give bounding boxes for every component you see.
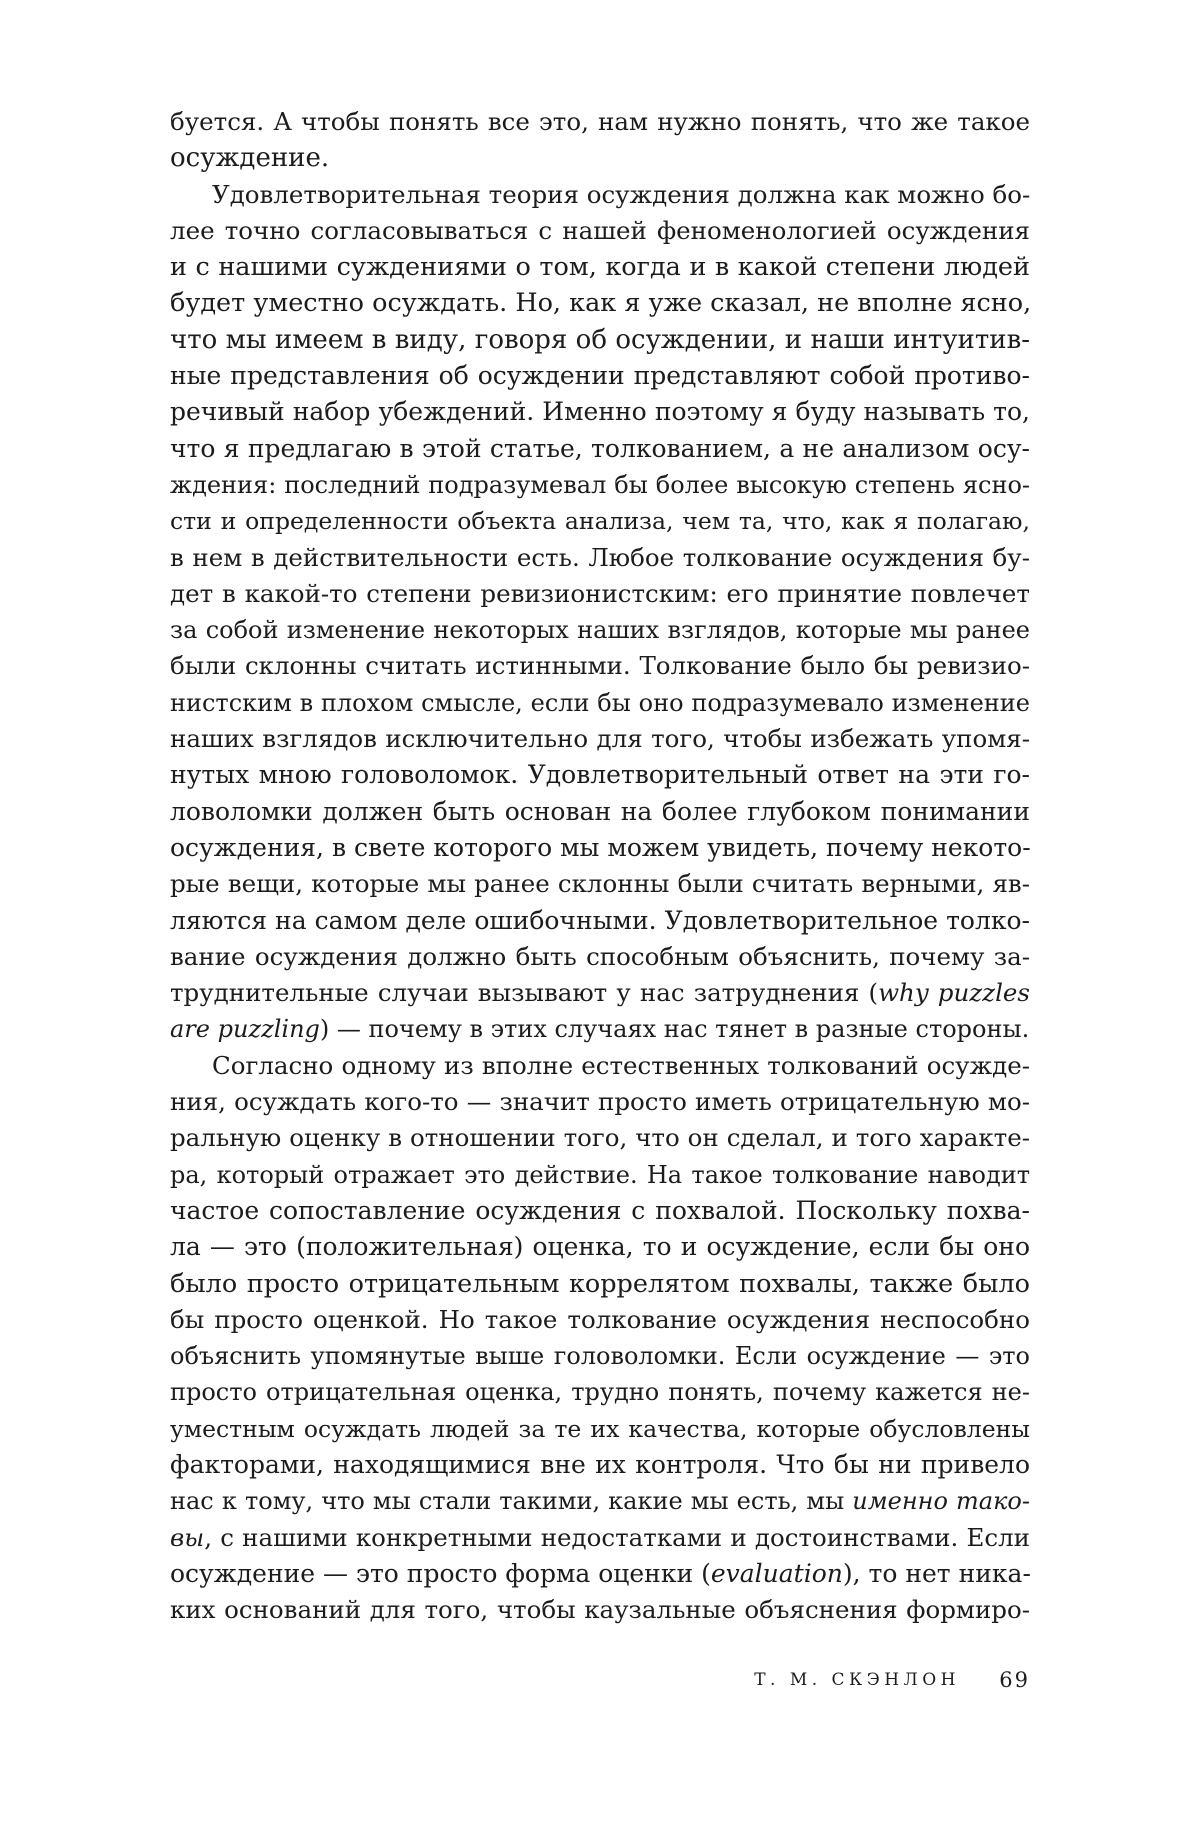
text-line: рые вещи, которые мы ранее склонны были считать верными, яв- xyxy=(170,869,1030,899)
text-line: Удовлетворительная теория осуждения должна как можно бо- xyxy=(212,179,1031,209)
text-line: факторами, находящимися вне их контроля. Что бы ни привело xyxy=(170,1449,1030,1479)
text-line: вание осуждения должно быть способным объяснить, почему за- xyxy=(170,941,1030,971)
page-footer xyxy=(170,1660,1030,1700)
text-line: ляются на самом деле ошибочными. Удовлетворительное толко- xyxy=(170,905,1030,935)
text-line: нистским в плохом смысле, если бы оно подразумевало изменение xyxy=(170,688,1030,717)
text-line: ла — это (положительная) оценка, то и осуждение, если бы оно xyxy=(170,1232,1030,1262)
text-line: ные представления об осуждении представляют собой противо- xyxy=(170,361,1030,391)
text-line: объяснить упомянутые выше головоломки. Если осуждение — это xyxy=(170,1342,1030,1371)
text-line: речивый набор убеждений. Именно поэтому я буду называть то, xyxy=(170,397,1030,427)
text-line: что мы имеем в виду, говоря об осуждении, и наши интуитив- xyxy=(170,324,1030,355)
text-line: Согласно одному из вполне естественных толкований осужде- xyxy=(212,1050,1030,1080)
text-line: уместным осуждать людей за те их качества, которые обусловлены xyxy=(170,1414,1030,1443)
text-line: и с нашими суждениями о том, когда и в какой степени людей xyxy=(170,252,1030,283)
text-line: ния, осуждать кого-то — значит просто иметь отрицательную мо- xyxy=(170,1087,1030,1117)
text-line: осуждения, в свете которого мы можем увидеть, почему некото- xyxy=(170,832,1031,862)
text-line: ра, который отражает это действие. На такое толкование наводит xyxy=(170,1160,1030,1189)
text-line: ждения: последний подразумевал бы более высокую степень ясно- xyxy=(170,470,1030,499)
text-line: бы просто оценкой. Но такое толкование осуждения неспособно xyxy=(170,1304,1030,1334)
text-line: нас к тому, что мы стали такими, какие мы есть, мы именно тако- xyxy=(170,1487,1030,1516)
text-line: осуждение — это просто форма оценки (evaluation), то нет ника- xyxy=(170,1558,1031,1588)
text-line: ральную оценку в отношении того, что он сделал, и того характе- xyxy=(170,1123,1030,1153)
text-line: осуждение. xyxy=(170,143,330,174)
text-line: сти и определенности объекта анализа, чем та, что, как я полагаю, xyxy=(170,507,1030,536)
text-line: дет в какой-то степени ревизионистским: его принятие повлечет xyxy=(170,578,1030,608)
text-line: частое сопоставление осуждения с похвалой. Поскольку похва- xyxy=(170,1195,1030,1225)
text-line: что я предлагаю в этой статье, толкованием, а не анализом осу- xyxy=(170,433,1030,463)
running-head: Т. М. СКЭНЛОН xyxy=(754,1670,960,1690)
text-line: были склонны считать истинными. Толкование было бы ревизио- xyxy=(170,651,1030,681)
body-text xyxy=(170,104,1030,1628)
text-line: are puzzling) — почему в этих случаях нас тянет в разные стороны. xyxy=(170,1015,1030,1044)
text-line: за собой изменение некоторых наших взглядов, которые мы ранее xyxy=(170,616,1030,645)
text-line: в нем в действительности есть. Любое толкование осуждения бу- xyxy=(170,542,1030,572)
text-line: ловоломки должен быть основан на более глубоком понимании xyxy=(170,796,1030,826)
text-line: лее точно согласовываться с нашей феноменологией осуждения xyxy=(170,215,1030,245)
text-line: наших взглядов исключительно для того, чтобы избежать упомя- xyxy=(170,724,1030,754)
text-line: ких оснований для того, чтобы каузальные объяснения формиро- xyxy=(170,1595,1030,1625)
text-line: будет уместно осуждать. Но, как я уже сказал, не вполне ясно, xyxy=(170,288,1032,319)
text-line: буется. А чтобы понять все это, нам нужно понять, что же такое xyxy=(170,107,1030,136)
text-line: было просто отрицательным коррелятом похвалы, также было xyxy=(170,1268,1030,1299)
page-number: 69 xyxy=(999,1668,1030,1692)
text-line: просто отрицательная оценка, трудно понять, почему кажется не- xyxy=(170,1378,1030,1407)
text-line: вы, с нашими конкретными недостатками и достоинствами. Если xyxy=(170,1522,1030,1552)
text-line: труднительные случаи вызывают у нас затруднения (why puzzles xyxy=(170,978,1030,1008)
text-line: нутых мною головоломок. Удовлетворительный ответ на эти го- xyxy=(170,760,1030,790)
